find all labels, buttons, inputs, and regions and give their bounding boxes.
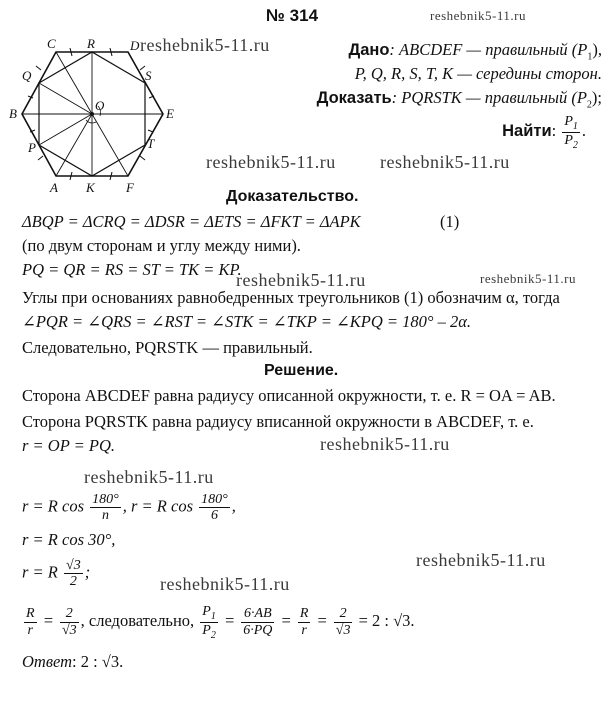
label-p: P: [28, 140, 36, 155]
solution-line-2: Сторона PQRSTK равна радиусу вписанной окружности в ABCDEF, т. е.: [22, 412, 534, 431]
watermark: reshebnik5-11.ru: [430, 8, 526, 23]
label-r: R: [87, 36, 95, 51]
problem-number: № 314: [266, 6, 319, 25]
watermark: reshebnik5-11.ru: [480, 271, 576, 286]
given-line-1: Дано: ABCDEF — правильный $(P_1)$,: [348, 40, 602, 63]
center-point: [90, 112, 94, 116]
label-b: B: [9, 106, 17, 121]
answer: Ответ: 2 : √3.: [22, 652, 124, 671]
watermark: reshebnik5-11.ru: [380, 152, 510, 172]
solution-line-1: Сторона ABCDEF равна радиусу описанной окружности, т. е. R = OA = AB.: [22, 386, 556, 405]
watermark: reshebnik5-11.ru: [236, 270, 366, 290]
proof-conclusion: Следовательно, PQRSTK — правильный.: [22, 338, 313, 357]
proof-reason: (по двум сторонам и углу между ними).: [22, 236, 301, 255]
solution-line-3: r = OP = PQ.: [22, 436, 116, 455]
proof-eq-1: ΔBQP = ΔCRQ = ΔDSR = ΔETS = ΔFKT = ΔAPK: [22, 212, 361, 231]
label-q: Q: [22, 68, 32, 83]
given-line-4: Найти: $\frac{P_1}{P_2}$ .: [502, 114, 586, 151]
proof-angles-eq: ∠PQR = ∠QRS = ∠RST = ∠STK = ∠TKP = ∠KPQ = 180° – 2α.: [22, 312, 472, 331]
formula-2: r = R cos 30°,: [22, 530, 116, 549]
formula-1: r = R cos $\frac{180^\circ}{n}$ , r = R cos $\frac{180^\circ}{6}$ ,: [22, 492, 236, 524]
label-k: K: [86, 180, 95, 195]
given-line-3: Доказать: PQRSTK — правильный $(P_2)$;: [316, 88, 602, 111]
watermark: reshebnik5-11.ru: [416, 550, 546, 570]
given-line-2: P, Q, R, S, T, K — середины сторон.: [354, 64, 602, 83]
label-d: D: [130, 38, 140, 53]
proof-eq-2: PQ = QR = RS = ST = TK = KP.: [22, 260, 242, 279]
watermark: reshebnik5-11.ru: [320, 434, 450, 454]
hexagon-figure: [0, 36, 190, 196]
label-a: A: [50, 180, 58, 195]
label-e: E: [166, 106, 174, 121]
watermark: reshebnik5-11.ru: [84, 467, 214, 487]
label-s: S: [145, 68, 152, 83]
label-f: F: [126, 180, 134, 195]
formula-3: r = R $\frac{√3}{2}$ ;: [22, 558, 91, 590]
label-t: T: [147, 136, 155, 151]
find-fraction: $\frac{P_1}{P_2}$: [564, 114, 578, 151]
label-c: C: [47, 36, 56, 51]
proof-heading: Доказательство.: [226, 188, 359, 205]
watermark: reshebnik5-11.ru: [160, 574, 290, 594]
formula-4: $\frac{R}{r}$ = $\frac{2}{√3}$ , следовательно, $\frac{P_1}{P_2}$ = $\frac{6\cdot AB}{6\cdot PQ}$ = $\frac{R}{r}$ = $\frac{2}{√3}$ = 2 : √3.: [26, 604, 415, 641]
solution-heading: Решение.: [264, 362, 339, 379]
label-o: O: [95, 98, 105, 113]
proof-angles: Углы при основаниях равнобедренных треугольников (1) обозначим α, тогда: [22, 288, 560, 307]
proof-eq-number: (1): [440, 212, 460, 231]
watermark: reshebnik5-11.ru: [206, 152, 336, 172]
watermark: reshebnik5-11.ru: [140, 35, 270, 55]
